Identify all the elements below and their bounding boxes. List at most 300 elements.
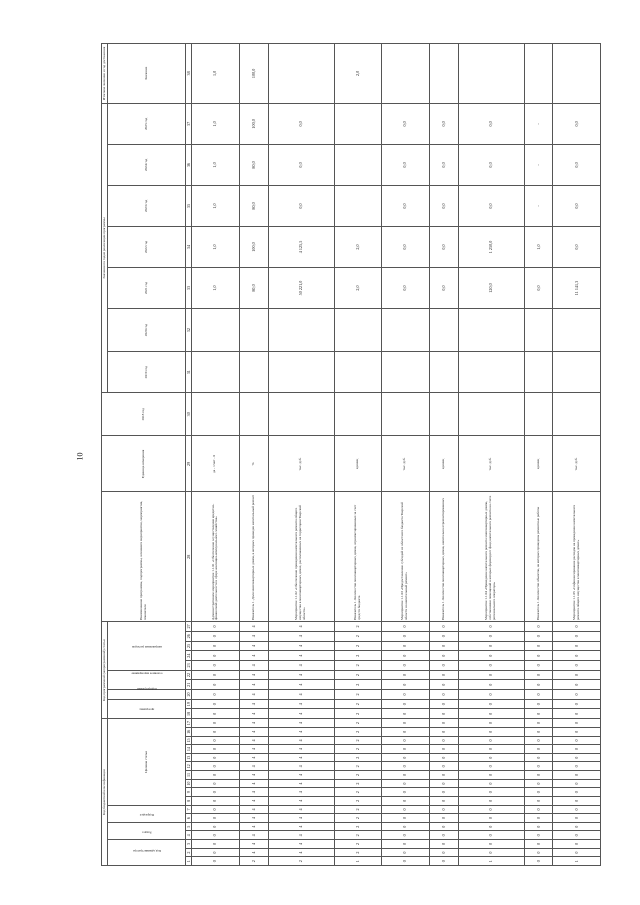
row-unit: тыс. руб. <box>268 436 334 492</box>
code-cell: 4 <box>268 814 334 823</box>
year-value-cell: 0,0 <box>429 144 458 185</box>
code-cell: 0 <box>382 814 429 823</box>
code-cell: 0 <box>458 771 524 780</box>
column-number: 10 <box>186 779 192 788</box>
year-value-cell <box>239 352 268 393</box>
code-cell: 0 <box>429 680 458 690</box>
code-cell: 4 <box>239 736 268 745</box>
year-header-2024: 2024 год <box>108 144 186 185</box>
code-cell: 0 <box>458 840 524 849</box>
table-row <box>429 44 458 866</box>
code-cell: 0 <box>429 831 458 840</box>
code-cell: 0 <box>382 788 429 797</box>
year-header-2023: 2023 год <box>108 185 186 226</box>
code-cell: 4 <box>268 651 334 661</box>
code-cell: 0 <box>192 753 239 762</box>
code-cell: 4 <box>268 670 334 680</box>
code-cell: 0 <box>524 699 553 709</box>
program-table <box>101 43 601 866</box>
code-cell: 0 <box>458 699 524 709</box>
code-cell: 4 <box>239 660 268 670</box>
code-cell: 0 <box>382 660 429 670</box>
year-value-cell <box>334 185 381 226</box>
table-row <box>382 44 429 866</box>
code-cell: 0 <box>553 840 601 849</box>
name-header: Наименование программы, подпрограммы, основного мероприятия, мероприятия, показателя <box>102 492 186 622</box>
row-base-year <box>524 393 553 436</box>
code-cell: 0 <box>192 670 239 680</box>
year-value-cell: 0,0 <box>268 144 334 185</box>
row-name: Показатель 1. Доля многоквартирных домов, в которых проведен капитальный ремонт <box>239 492 268 622</box>
column-number: 13 <box>186 753 192 762</box>
code-cell: 0 <box>553 779 601 788</box>
code-cell: 4 <box>239 680 268 690</box>
code-cell: 0 <box>382 762 429 771</box>
code-cell: 4 <box>268 709 334 719</box>
code-cell: 0 <box>192 814 239 823</box>
code-cell: 0 <box>382 840 429 849</box>
code-cell: 0 <box>429 745 458 754</box>
code-cell: 0 <box>382 699 429 709</box>
code-cell: 0 <box>524 651 553 661</box>
code-cell: 4 <box>239 641 268 651</box>
row-unit: единиц <box>334 436 381 492</box>
code-cell: 0 <box>458 670 524 680</box>
column-number: 25 <box>186 641 192 651</box>
code-cell: 0 <box>553 788 601 797</box>
page-number: 10 <box>75 452 85 461</box>
column-number: 31 <box>186 352 192 393</box>
column-number: 35 <box>186 185 192 226</box>
code-cell: 4 <box>239 848 268 857</box>
code-cell: 0 <box>429 728 458 737</box>
code-cell: 4 <box>268 631 334 641</box>
code-cell: 0 <box>192 719 239 728</box>
code-cell: 2 <box>334 622 381 632</box>
year-value-cell <box>268 309 334 352</box>
code-cell: 4 <box>239 822 268 831</box>
column-number: 9 <box>186 788 192 797</box>
year-value-cell <box>553 309 601 352</box>
row-base-year <box>553 393 601 436</box>
code-cell: 0 <box>382 797 429 806</box>
year-header-2021: 2021 год <box>108 267 186 308</box>
code-cell: 0 <box>192 771 239 780</box>
code-cell: 0 <box>524 831 553 840</box>
code-cell: 4 <box>239 622 268 632</box>
code-cell: 0 <box>458 651 524 661</box>
code-cell: 1 <box>553 857 601 866</box>
code-cell: 0 <box>553 848 601 857</box>
code-cell: 0 <box>192 680 239 690</box>
code-cell: 4 <box>268 788 334 797</box>
year-value-cell: 0,0 <box>429 103 458 144</box>
column-number: 29 <box>186 436 192 492</box>
code-cell: 0 <box>524 719 553 728</box>
year-value-cell: 1,0 <box>524 226 553 267</box>
unit-header: Единица измерения <box>102 436 186 492</box>
code-cell: 2 <box>334 822 381 831</box>
final-value-cell <box>429 44 458 104</box>
year-value-cell <box>192 352 239 393</box>
code-cell: 4 <box>268 805 334 814</box>
code-cell: 0 <box>192 797 239 806</box>
code-cell: 0 <box>192 831 239 840</box>
code-cell: 4 <box>239 788 268 797</box>
code-cell: 2 <box>268 857 334 866</box>
code-cell: 2 <box>334 753 381 762</box>
code-cell: 0 <box>458 814 524 823</box>
code-cell: 0 <box>382 670 429 680</box>
year-value-cell: 1,0 <box>192 144 239 185</box>
column-number: 30 <box>186 393 192 436</box>
code-cell: 0 <box>429 822 458 831</box>
year-value-cell: 80,0 <box>239 185 268 226</box>
code-cell: 4 <box>268 779 334 788</box>
year-value-cell: 1,0 <box>192 185 239 226</box>
code-cell: 0 <box>458 736 524 745</box>
code-cell: 0 <box>429 797 458 806</box>
code-cell: 0 <box>382 680 429 690</box>
table-body <box>192 44 601 866</box>
code-cell: 0 <box>524 631 553 641</box>
code-cell: 1 <box>458 857 524 866</box>
code-cell: 0 <box>382 831 429 840</box>
year-value-cell <box>458 352 524 393</box>
code-cell: 4 <box>239 651 268 661</box>
code-cell: 0 <box>553 641 601 651</box>
code-cell: 4 <box>239 840 268 849</box>
code-cell: 2 <box>334 762 381 771</box>
code-cell: 2 <box>334 719 381 728</box>
column-number: 6 <box>186 814 192 823</box>
code-cell: 2 <box>334 641 381 651</box>
year-value-cell <box>334 309 381 352</box>
year-value-cell: 0,0 <box>382 267 429 308</box>
code-cell: 0 <box>553 719 601 728</box>
sheet <box>101 43 601 866</box>
code-cell: 4 <box>268 797 334 806</box>
code-cell: 0 <box>553 680 601 690</box>
code-cell: 0 <box>524 670 553 680</box>
column-number: 34 <box>186 226 192 267</box>
code-cell: 4 <box>268 728 334 737</box>
year-value-cell <box>382 309 429 352</box>
column-number: 2 <box>186 848 192 857</box>
code-cell: 0 <box>458 641 524 651</box>
code-cell: 0 <box>192 651 239 661</box>
row-name: Административное мероприятие 1.1.01 «Обеспечение осуществления кредитно-финансовой деятельности в сфере жилищно-коммунального хозяйства» <box>192 492 239 622</box>
row-base-year <box>192 393 239 436</box>
column-number: 22 <box>186 670 192 680</box>
code-cell: 0 <box>524 641 553 651</box>
section-header: Раздел <box>108 822 186 839</box>
code-cell: 2 <box>334 814 381 823</box>
table-row <box>524 44 553 866</box>
year-value-cell: 0,0 <box>382 185 429 226</box>
row-base-year <box>268 393 334 436</box>
code-cell: 4 <box>268 736 334 745</box>
code-cell: 0 <box>524 753 553 762</box>
code-cell: 0 <box>382 651 429 661</box>
code-cell: 4 <box>268 771 334 780</box>
code-cell: 2 <box>334 840 381 849</box>
year-value-cell: 0,0 <box>429 185 458 226</box>
code-cell: 2 <box>334 728 381 737</box>
code-cell: 0 <box>429 753 458 762</box>
code-cell: 0 <box>524 771 553 780</box>
row-unit: да - 1/нет - 0 <box>192 436 239 492</box>
code-cell: 0 <box>458 779 524 788</box>
code-cell: 0 <box>192 822 239 831</box>
row-name: Показатель 1. Количество многоквартирных домов, капитально отремонтированных <box>429 492 458 622</box>
year-value-cell: 0,0 <box>553 185 601 226</box>
year-value-cell <box>382 352 429 393</box>
code-cell: 0 <box>458 709 524 719</box>
code-cell: 2 <box>334 670 381 680</box>
row-unit: единиц <box>429 436 458 492</box>
code-cell: 4 <box>239 728 268 737</box>
final-group-header: Итоговое значение и год достижения <box>102 44 108 104</box>
year-value-cell: - <box>524 144 553 185</box>
row-name: Мероприятие 1.1.05 «Софинансирование расходов на проведение капитального ремонта общего имущества в многоквартирных домах» <box>553 492 601 622</box>
year-value-cell: 0,0 <box>429 267 458 308</box>
code-cell: 4 <box>268 699 334 709</box>
code-cell: 0 <box>524 814 553 823</box>
code-cell: 4 <box>239 719 268 728</box>
code-cell: 0 <box>192 641 239 651</box>
row-name: Показатель 1. Количество многоквартирных домов, отремонтированных за счет средств бюджета <box>334 492 381 622</box>
year-value-cell <box>524 309 553 352</box>
code-cell: 0 <box>192 736 239 745</box>
code-cell: 0 <box>458 690 524 700</box>
code-cell: 0 <box>553 771 601 780</box>
code-cell: 2 <box>334 736 381 745</box>
row-unit: тыс. руб. <box>458 436 524 492</box>
code-cell: 0 <box>429 736 458 745</box>
code-cell: 0 <box>553 797 601 806</box>
year-value-cell: 80,0 <box>239 144 268 185</box>
year-value-cell: - <box>524 185 553 226</box>
code-cell: 0 <box>429 857 458 866</box>
code-cell: 0 <box>429 771 458 780</box>
column-number: 16 <box>186 728 192 737</box>
code-cell: 0 <box>524 680 553 690</box>
year-header-2019: 2019 год <box>108 352 186 393</box>
code-cell: 0 <box>553 762 601 771</box>
code-cell: 2 <box>334 831 381 840</box>
code-cell: 0 <box>192 631 239 641</box>
year-value-cell: 0,0 <box>382 144 429 185</box>
year-value-cell: 0,0 <box>382 103 429 144</box>
year-value-cell: 11 141,3 <box>553 267 601 308</box>
code-cell: 0 <box>192 728 239 737</box>
code-cell: 0 <box>553 736 601 745</box>
year-value-cell: 0,0 <box>524 267 553 308</box>
column-number: 1 <box>186 857 192 866</box>
code-cell: 0 <box>524 857 553 866</box>
final-value-cell <box>268 44 334 104</box>
year-value-cell: 2,0 <box>334 267 381 308</box>
code-cell: 4 <box>239 814 268 823</box>
final-value-cell <box>524 44 553 104</box>
code-cell: 0 <box>429 699 458 709</box>
code-cell: 0 <box>382 805 429 814</box>
code-cell: 0 <box>192 857 239 866</box>
code-cell: 0 <box>429 709 458 719</box>
code-cell: 0 <box>458 745 524 754</box>
table-row <box>458 44 524 866</box>
code-cell: 4 <box>239 631 268 641</box>
code-cell: 4 <box>239 753 268 762</box>
code-cell: 0 <box>524 745 553 754</box>
year-value-cell <box>334 352 381 393</box>
code-cell: 0 <box>382 753 429 762</box>
base-year-header: 2018 год <box>102 393 186 436</box>
code-cell: 0 <box>458 680 524 690</box>
code-cell: 0 <box>553 831 601 840</box>
code-cell: 0 <box>524 779 553 788</box>
column-number: 15 <box>186 736 192 745</box>
code-cell: 0 <box>192 762 239 771</box>
code-cell: 0 <box>553 753 601 762</box>
program-values-header: Значения по годам реализации программы <box>102 103 108 392</box>
code-cell: 0 <box>192 690 239 700</box>
code-cell: 0 <box>382 745 429 754</box>
admin-header: Код администратора <box>108 840 186 866</box>
year-value-cell <box>553 352 601 393</box>
code-cell: 2 <box>334 651 381 661</box>
year-value-cell: 0,0 <box>553 144 601 185</box>
final-value-header: Значение <box>108 44 186 104</box>
code-cell: 0 <box>192 699 239 709</box>
code-cell: 2 <box>334 848 381 857</box>
year-value-cell <box>429 352 458 393</box>
row-base-year <box>382 393 429 436</box>
year-value-cell: 50 221,0 <box>268 267 334 308</box>
budget-code-group-header: Код бюджетной классификации <box>102 719 108 866</box>
code-cell: 4 <box>239 779 268 788</box>
code-cell: 0 <box>458 719 524 728</box>
column-number: 4 <box>186 831 192 840</box>
code-cell: 4 <box>239 831 268 840</box>
code-cell: 4 <box>268 753 334 762</box>
code-cell: 2 <box>334 797 381 806</box>
code-cell: 0 <box>553 699 601 709</box>
code-cell: 0 <box>458 848 524 857</box>
final-value-cell <box>553 44 601 104</box>
row-name: Мероприятие 1.1.03 «Предоставление субсидий из областного бюджета Тверской области на капитальный ремонт» <box>382 492 429 622</box>
code-cell: 0 <box>458 788 524 797</box>
code-cell: 2 <box>334 709 381 719</box>
code-cell: 0 <box>553 709 601 719</box>
code-cell: 4 <box>239 709 268 719</box>
code-cell: 0 <box>524 840 553 849</box>
code-cell: 0 <box>429 805 458 814</box>
code-cell: 0 <box>429 814 458 823</box>
code-cell: 0 <box>524 622 553 632</box>
year-value-cell <box>429 309 458 352</box>
code-cell: 0 <box>429 641 458 651</box>
code-cell: 0 <box>458 728 524 737</box>
code-cell: 4 <box>239 805 268 814</box>
code-cell: 0 <box>382 857 429 866</box>
final-value-cell <box>458 44 524 104</box>
column-number: 20 <box>186 690 192 700</box>
code-cell: 0 <box>192 805 239 814</box>
table-row <box>553 44 601 866</box>
code-cell: 0 <box>192 622 239 632</box>
code-cell: 0 <box>382 622 429 632</box>
code-cell: 0 <box>429 690 458 700</box>
year-value-cell: 0,0 <box>268 185 334 226</box>
row-base-year <box>239 393 268 436</box>
event-header: основное мероприятие <box>108 670 186 689</box>
code-cell: 0 <box>429 779 458 788</box>
table-row <box>239 44 268 866</box>
column-number: 21 <box>186 680 192 690</box>
code-cell: 0 <box>524 690 553 700</box>
code-cell: 0 <box>192 788 239 797</box>
code-cell: 0 <box>192 840 239 849</box>
row-unit: тыс. руб. <box>382 436 429 492</box>
row-base-year <box>334 393 381 436</box>
year-header-2025: 2025 год <box>108 103 186 144</box>
code-cell: 0 <box>524 848 553 857</box>
code-cell: 0 <box>429 788 458 797</box>
code-cell: 0 <box>382 728 429 737</box>
code-cell: 0 <box>382 709 429 719</box>
code-cell: 0 <box>524 728 553 737</box>
code-cell: 4 <box>239 771 268 780</box>
code-cell: 0 <box>382 631 429 641</box>
year-value-cell <box>268 352 334 393</box>
year-value-cell: 0,0 <box>429 226 458 267</box>
row-name: Мероприятие 1.1.02 «Обеспечение проведения капитального ремонта общего имущества в многоквартирных домах, расположенных на территории Тверской области» <box>268 492 334 622</box>
column-number: 17 <box>186 719 192 728</box>
code-cell: 0 <box>429 660 458 670</box>
code-cell: 0 <box>192 779 239 788</box>
table-row <box>268 44 334 866</box>
code-cell: 0 <box>429 651 458 661</box>
code-cell: 0 <box>553 805 601 814</box>
code-cell: 4 <box>268 622 334 632</box>
final-value-cell: 1,0 <box>192 44 239 104</box>
code-cell: 4 <box>268 848 334 857</box>
code-cell: 2 <box>334 788 381 797</box>
row-base-year <box>458 393 524 436</box>
code-cell: 0 <box>553 651 601 661</box>
code-cell: 2 <box>334 779 381 788</box>
year-value-cell: 120,0 <box>458 267 524 308</box>
code-cell: 4 <box>239 670 268 680</box>
year-value-cell: 0,0 <box>382 226 429 267</box>
code-cell: 0 <box>524 736 553 745</box>
year-value-cell: 0,0 <box>553 226 601 267</box>
code-cell: 0 <box>382 848 429 857</box>
code-cell: 4 <box>268 840 334 849</box>
code-cell: 0 <box>458 797 524 806</box>
column-number: 33 <box>186 267 192 308</box>
code-cell: 0 <box>382 779 429 788</box>
code-cell: 2 <box>334 805 381 814</box>
code-cell: 0 <box>382 641 429 651</box>
code-cell: 0 <box>553 690 601 700</box>
year-value-cell <box>334 103 381 144</box>
year-value-cell <box>334 144 381 185</box>
code-cell: 2 <box>334 680 381 690</box>
code-cell: 0 <box>192 709 239 719</box>
